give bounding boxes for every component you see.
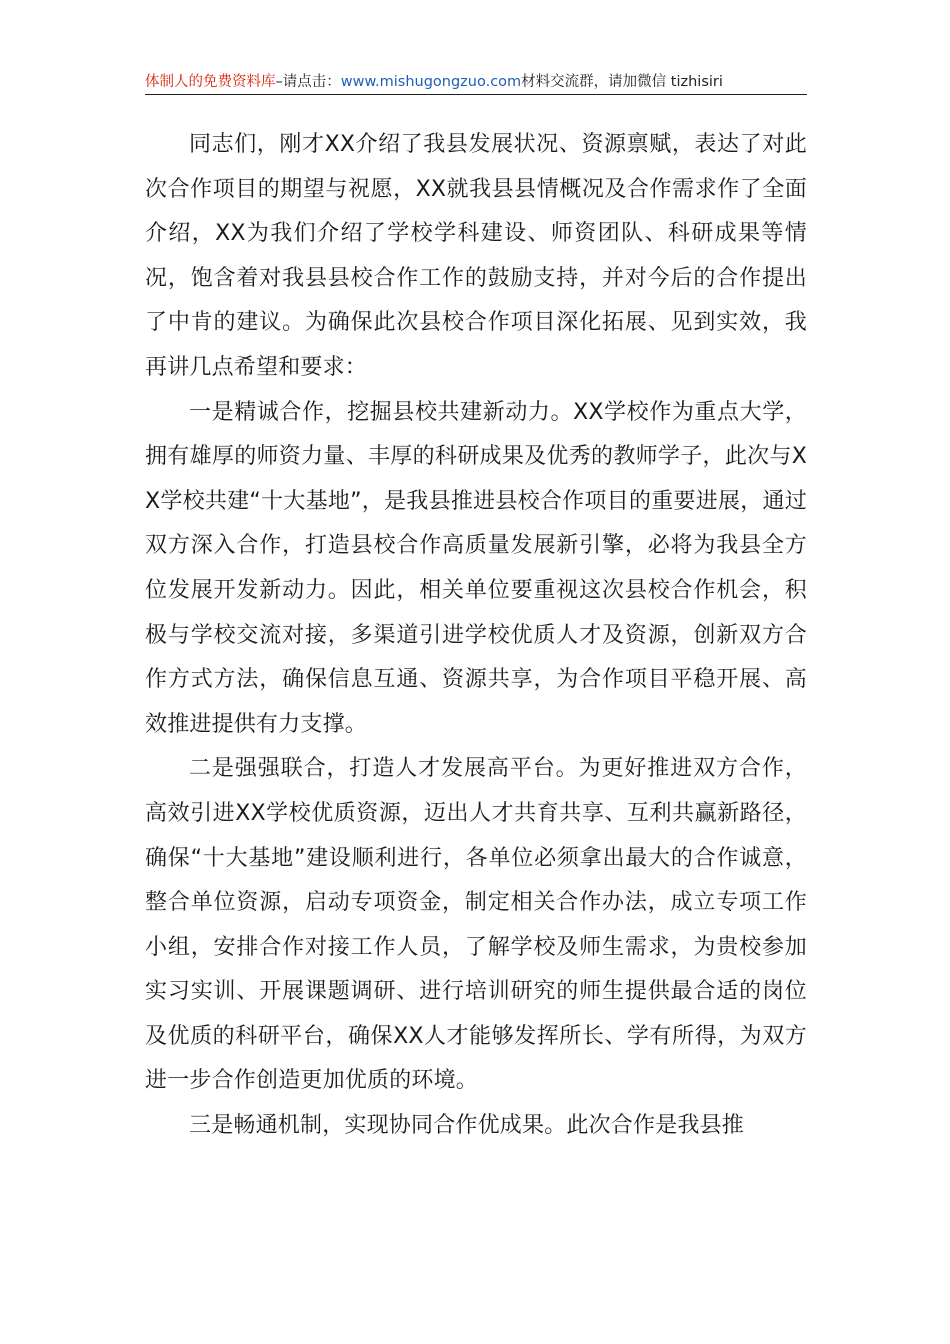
document-body (145, 123, 807, 1149)
paragraph-intro: 同志们，刚才XX介绍了我县发展状况、资源禀赋，表达了对此次合作项目的期望与祝愿，XX就我县县情概况及合作需求作了全面介绍，XX为我们介绍了学校学科建设、师资团队、科研成果等情况，饱含着对我县县校合作工作的鼓励支持，并对今后的合作提出了中肯的建议。为确保此次县校合作项目深化拓展、见到实效，我再讲几点希望和要求： (145, 132, 807, 380)
header-prompt-text: –请点击： (275, 74, 341, 90)
paragraph-point-three: 三是畅通机制，实现协同合作优成果。此次合作是我县推 (189, 1113, 745, 1139)
header-website-link[interactable]: www.mishugongzuo.com (340, 74, 522, 90)
header-brand-text: 体制人的免费资料库 (145, 74, 276, 90)
page-header (145, 68, 807, 96)
header-divider (145, 94, 807, 95)
header-wechat-text: 材料交流群，请加微信 tizhisiri (521, 74, 723, 90)
paragraph-point-one: 一是精诚合作，挖掘县校共建新动力。XX学校作为重点大学，拥有雄厚的师资力量、丰厚的科研成果及优秀的教师学子，此次与XX学校共建“十大基地”，是我县推进县校合作项目的重要进展，通过双方深入合作，打造县校合作高质量发展新引擎，必将为我县全方位发展开发新动力。因此，相关单位要重视这次县校合作机会，积极与学校交流对接，多渠道引进学校优质人才及资源，创新双方合作方式方法，确保信息互通、资源共享，为合作项目平稳开展、高效推进提供有力支撑。 (145, 399, 807, 737)
paragraph-point-two: 二是强强联合，打造人才发展高平台。为更好推进双方合作，高效引进XX学校优质资源，迈出人才共育共享、互利共赢新路径，确保“十大基地”建设顺利进行，各单位必须拿出最大的合作诚意，整合单位资源，启动专项资金，制定相关合作办法，成立专项工作小组，安排合作对接工作人员，了解学校及师生需求，为贵校参加实习实训、开展课题调研、进行培训研究的师生提供最合适的岗位及优质的科研平台，确保XX人才能够发挥所长、学有所得，为双方进一步合作创造更加优质的环境。 (145, 756, 807, 1094)
